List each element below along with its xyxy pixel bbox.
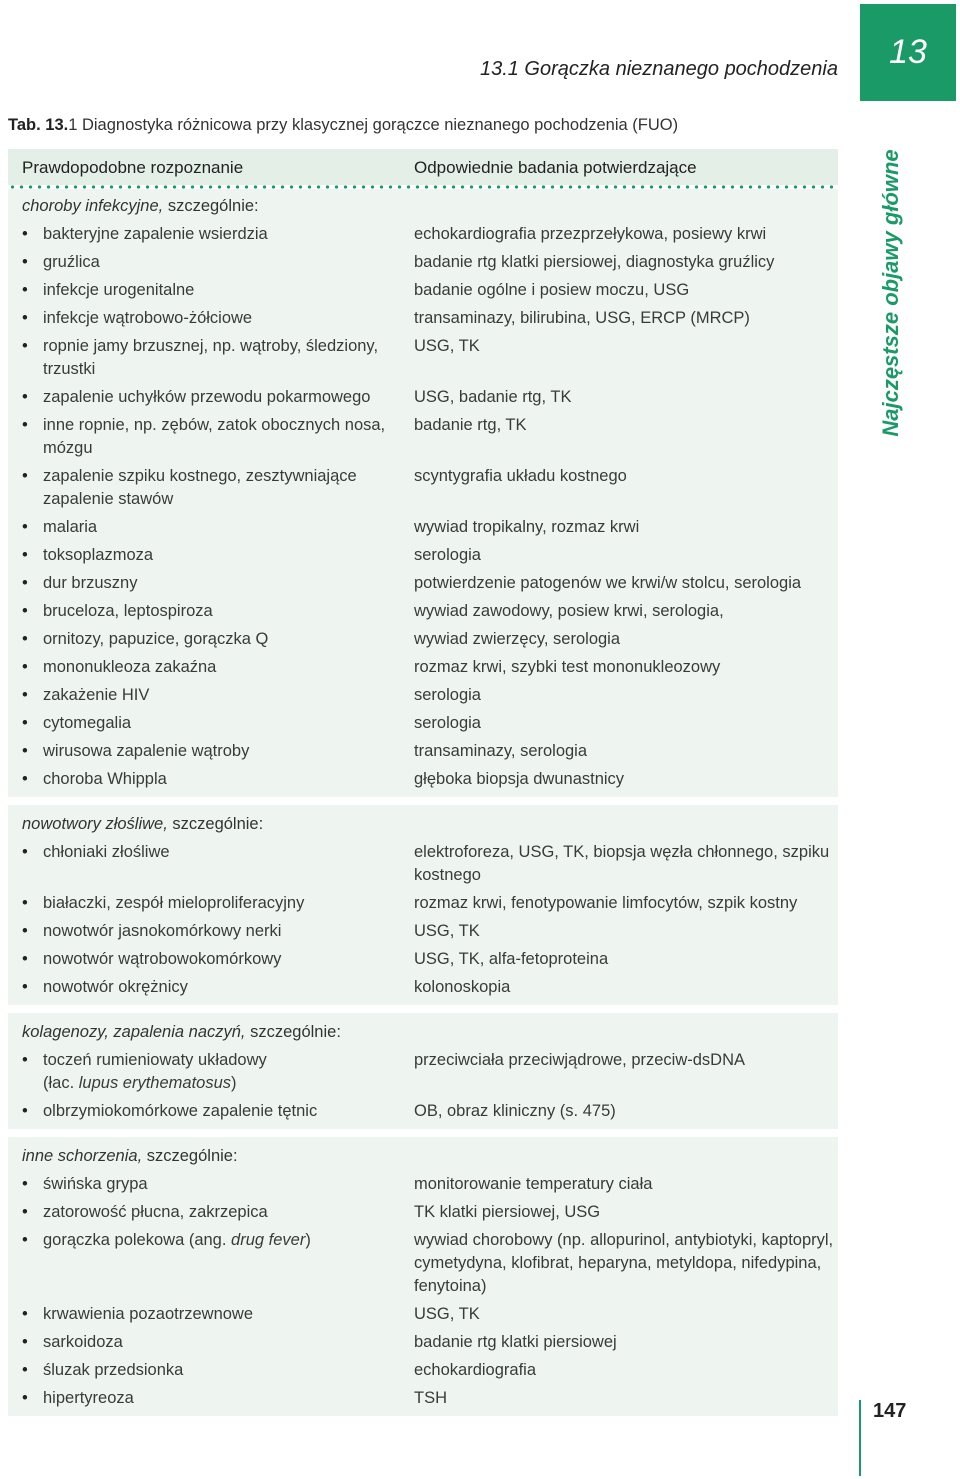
diagnosis: bruceloza, leptospiroza bbox=[43, 602, 213, 620]
diagnosis: wirusowa zapalenie wątroby bbox=[43, 742, 250, 760]
table-row bbox=[8, 1173, 838, 1196]
tests: wywiad tropikalny, rozmaz krwi bbox=[414, 518, 640, 536]
tests: monitorowanie temperatury ciała bbox=[414, 1175, 653, 1193]
tests: kolonoskopia bbox=[414, 978, 511, 996]
table-row bbox=[8, 1359, 838, 1382]
page-number-rule bbox=[859, 1400, 861, 1476]
table-caption bbox=[8, 116, 678, 135]
section-malignancies bbox=[8, 805, 838, 1005]
diagnosis: malaria bbox=[43, 518, 98, 536]
table-row bbox=[8, 1100, 838, 1123]
tests: wywiad chorobowy (np. allopurinol, antybiotyki, kaptopryl, cymetydyna, klofibrat, heparyna, metyldopa, nifedypina, fenytoina) bbox=[414, 1231, 834, 1295]
bullet-icon: • bbox=[22, 742, 28, 760]
tests: USG, TK bbox=[414, 337, 480, 355]
table-row bbox=[8, 948, 838, 971]
section-title: choroby infekcyjne, szczególnie: bbox=[22, 197, 259, 215]
tests: echokardiografia przezprzełykowa, posiewy krwi bbox=[414, 225, 767, 243]
bullet-icon: • bbox=[22, 894, 28, 912]
bullet-icon: • bbox=[22, 686, 28, 704]
page-number: 147 bbox=[873, 1400, 907, 1422]
bullet-icon: • bbox=[22, 546, 28, 564]
table-row bbox=[8, 600, 838, 623]
diagnosis: nowotwór wątrobowokomórkowy bbox=[43, 950, 282, 968]
table-header bbox=[8, 149, 838, 185]
caption-label: Tab. 13. bbox=[8, 116, 69, 134]
tests: rozmaz krwi, szybki test mononukleozowy bbox=[414, 658, 721, 676]
tests: badanie rtg klatki piersiowej bbox=[414, 1333, 617, 1351]
tests: TSH bbox=[414, 1389, 447, 1407]
tests: serologia bbox=[414, 686, 481, 704]
tests: USG, TK bbox=[414, 922, 480, 940]
bullet-icon: • bbox=[22, 1102, 28, 1120]
bullet-icon: • bbox=[22, 1175, 28, 1193]
table-row bbox=[8, 712, 838, 735]
col-header-tests: Odpowiednie badania potwierdzające bbox=[414, 158, 697, 177]
diagnosis: zapalenie uchyłków przewodu pokarmowego bbox=[43, 388, 371, 406]
diagnosis: toksoplazmoza bbox=[43, 546, 154, 564]
bullet-icon: • bbox=[22, 770, 28, 788]
bullet-icon: • bbox=[22, 950, 28, 968]
tests: głęboka biopsja dwunastnicy bbox=[414, 770, 625, 788]
diagnosis: zakażenie HIV bbox=[43, 686, 150, 704]
section-infections bbox=[8, 189, 838, 797]
diagnosis: dur brzuszny bbox=[43, 574, 138, 592]
bullet-icon: • bbox=[22, 658, 28, 676]
diagnosis: infekcje wątrobowo-żółciowe bbox=[43, 309, 253, 327]
diagnosis: świńska grypa bbox=[43, 1175, 148, 1193]
table-row bbox=[8, 841, 838, 887]
table-row bbox=[8, 572, 838, 595]
bullet-icon: • bbox=[22, 1389, 28, 1407]
diagnosis: zapalenie szpiku kostnego, zesztywniające zapalenie stawów bbox=[43, 467, 357, 508]
bullet-icon: • bbox=[22, 281, 28, 299]
bullet-icon: • bbox=[22, 714, 28, 732]
section-title: kolagenozy, zapalenia naczyń, szczególnie: bbox=[22, 1023, 341, 1041]
table-row bbox=[8, 920, 838, 943]
table-row bbox=[8, 628, 838, 651]
section-other bbox=[8, 1137, 838, 1416]
tests: USG, badanie rtg, TK bbox=[414, 388, 572, 406]
table-row bbox=[8, 1331, 838, 1354]
bullet-icon: • bbox=[22, 1361, 28, 1379]
diagnosis: choroba Whippla bbox=[43, 770, 167, 788]
tests: USG, TK, alfa-fetoproteina bbox=[414, 950, 609, 968]
table-row bbox=[8, 1387, 838, 1410]
diagnosis: nowotwór jasnokomórkowy nerki bbox=[43, 922, 282, 940]
running-header: 13.1 Gorączka nieznanego pochodzenia bbox=[479, 58, 838, 80]
table-row bbox=[8, 976, 838, 999]
diagnosis: bakteryjne zapalenie wsierdzia bbox=[43, 225, 268, 243]
diagnosis: śluzak przedsionka bbox=[43, 1361, 184, 1379]
tests: transaminazy, serologia bbox=[414, 742, 588, 760]
table-row: • gorączka polekowa (ang. drug fever) wywiad chorobowy (np. allopurinol, antybiotyki, kaptopryl, cymetydyna, klofibrat, heparyna, metyldopa, nifedypina, fenytoina) bbox=[8, 1229, 838, 1298]
tests: transaminazy, bilirubina, USG, ERCP (MRCP) bbox=[414, 309, 750, 327]
tests: wywiad zwierzęcy, serologia bbox=[414, 630, 621, 648]
table-row bbox=[8, 414, 838, 460]
bullet-icon: • bbox=[22, 1051, 28, 1069]
bullet-icon: • bbox=[22, 1305, 28, 1323]
tests: TK klatki piersiowej, USG bbox=[414, 1203, 601, 1221]
chapter-number: 13 bbox=[889, 33, 927, 71]
bullet-icon: • bbox=[22, 1231, 28, 1249]
table-row bbox=[8, 544, 838, 567]
bullet-icon: • bbox=[22, 518, 28, 536]
tests: scyntygrafia układu kostnego bbox=[414, 467, 627, 485]
diagnosis: inne ropnie, np. zębów, zatok obocznych nosa, mózgu bbox=[43, 416, 386, 457]
diagnosis: cytomegalia bbox=[43, 714, 132, 732]
bullet-icon: • bbox=[22, 922, 28, 940]
diagnosis: hipertyreoza bbox=[43, 1389, 134, 1407]
table-row bbox=[8, 1303, 838, 1326]
bullet-icon: • bbox=[22, 843, 28, 861]
table-row bbox=[8, 684, 838, 707]
tests: echokardiografia bbox=[414, 1361, 536, 1379]
bullet-icon: • bbox=[22, 253, 28, 271]
diagnosis: infekcje urogenitalne bbox=[43, 281, 195, 299]
bullet-icon: • bbox=[22, 574, 28, 592]
bullet-icon: • bbox=[22, 602, 28, 620]
bullet-icon: • bbox=[22, 630, 28, 648]
diagnosis-table bbox=[8, 149, 838, 1416]
table-row bbox=[8, 279, 838, 302]
table-row bbox=[8, 251, 838, 274]
bullet-icon: • bbox=[22, 1333, 28, 1351]
table-row bbox=[8, 892, 838, 915]
diagnosis: ropnie jamy brzusznej, np. wątroby, śledziony, trzustki bbox=[43, 337, 379, 378]
tests: USG, TK bbox=[414, 1305, 480, 1323]
bullet-icon: • bbox=[22, 416, 28, 434]
side-title bbox=[876, 148, 906, 438]
tests: serologia bbox=[414, 546, 481, 564]
diagnosis: gruźlica bbox=[43, 253, 100, 271]
table-row bbox=[8, 386, 838, 409]
table-row bbox=[8, 223, 838, 246]
table-row bbox=[8, 465, 838, 511]
table-row bbox=[8, 307, 838, 330]
tests: OB, obraz kliniczny (s. 475) bbox=[414, 1102, 616, 1120]
tests: rozmaz krwi, fenotypowanie limfocytów, szpik kostny bbox=[414, 894, 798, 912]
diagnosis: białaczki, zespół mieloproliferacyjny bbox=[43, 894, 305, 912]
diagnosis: olbrzymiokomórkowe zapalenie tętnic bbox=[43, 1102, 318, 1120]
table-row bbox=[8, 768, 838, 791]
table-row bbox=[8, 335, 838, 381]
diagnosis: ornitozy, papuzice, gorączka Q bbox=[43, 630, 269, 648]
tests: badanie rtg, TK bbox=[414, 416, 527, 434]
col-header-diagnosis: Prawdopodobne rozpoznanie bbox=[22, 158, 244, 177]
section-title: nowotwory złośliwe, szczególnie: bbox=[22, 815, 264, 833]
tests: serologia bbox=[414, 714, 481, 732]
chapter-tab bbox=[860, 4, 956, 101]
section-collagenoses bbox=[8, 1013, 838, 1129]
diagnosis: gorączka polekowa (ang. bbox=[43, 1231, 232, 1249]
diagnosis: krwawienia pozaotrzewnowe bbox=[43, 1305, 254, 1323]
bullet-icon: • bbox=[22, 467, 28, 485]
bullet-icon: • bbox=[22, 1203, 28, 1221]
tests: potwierdzenie patogenów we krwi/w stolcu, serologia bbox=[414, 574, 802, 592]
table-row bbox=[8, 740, 838, 763]
tests: badanie rtg klatki piersiowej, diagnostyka gruźlicy bbox=[414, 253, 775, 271]
diagnosis: nowotwór okrężnicy bbox=[43, 978, 188, 996]
table-row bbox=[8, 516, 838, 539]
caption-text: 1 Diagnostyka różnicowa przy klasycznej gorączce nieznanego pochodzenia (FUO) bbox=[68, 116, 679, 134]
table-row bbox=[8, 1201, 838, 1224]
tests: wywiad zawodowy, posiew krwi, serologia, bbox=[414, 602, 724, 620]
diagnosis: mononukleoza zakaźna bbox=[43, 658, 217, 676]
bullet-icon: • bbox=[22, 978, 28, 996]
tests: elektroforeza, USG, TK, biopsja węzła chłonnego, szpiku kostnego bbox=[414, 843, 830, 884]
bullet-icon: • bbox=[22, 388, 28, 406]
diagnosis: sarkoidoza bbox=[43, 1333, 123, 1351]
table-row bbox=[8, 656, 838, 679]
section-title: inne schorzenia, szczególnie: bbox=[22, 1147, 238, 1165]
table-row: • toczeń rumieniowaty układowy (łac. lupus erythematosus) przeciwciała przeciwjądrowe, przeciw-dsDNA bbox=[8, 1049, 838, 1095]
bullet-icon: • bbox=[22, 225, 28, 243]
tests: przeciwciała przeciwjądrowe, przeciw-dsDNA bbox=[414, 1051, 746, 1069]
diagnosis: zatorowość płucna, zakrzepica bbox=[43, 1203, 268, 1221]
tests: badanie ogólne i posiew moczu, USG bbox=[414, 281, 690, 299]
bullet-icon: • bbox=[22, 337, 28, 355]
side-title-text: Najczęstsze objawy główne bbox=[878, 149, 903, 437]
bullet-icon: • bbox=[22, 309, 28, 327]
diagnosis: toczeń rumieniowaty układowy bbox=[43, 1051, 267, 1069]
diagnosis: chłoniaki złośliwe bbox=[43, 843, 170, 861]
